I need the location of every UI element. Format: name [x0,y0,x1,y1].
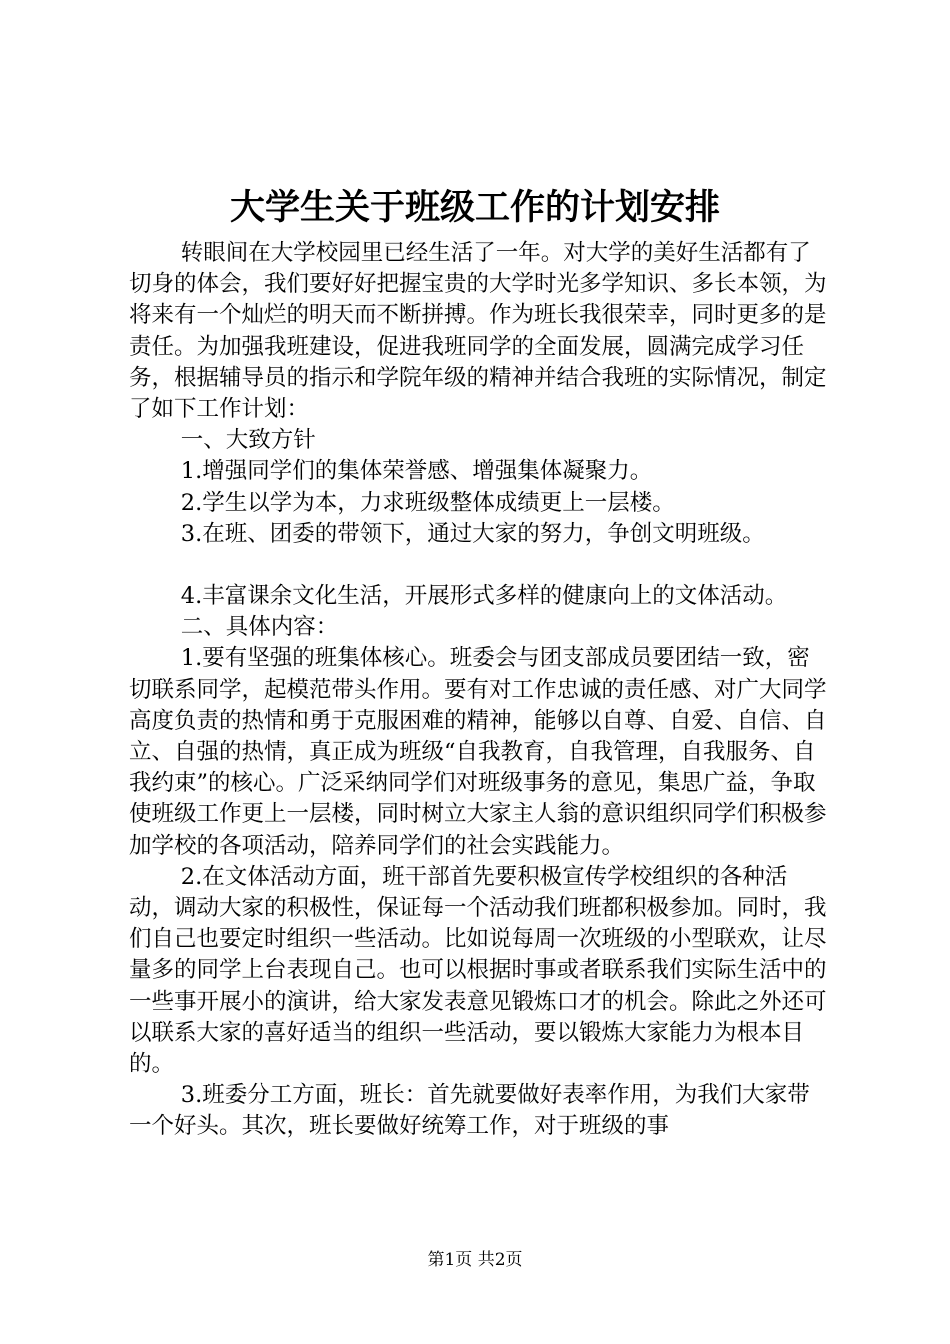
section-heading-1: 一、大致方针 [180,427,316,454]
page-footer: 第1页 共2页 [427,1250,523,1270]
intro-paragraph: 转眼间在大学校园里已经生活了一年。对大学的美好生活都有了切身的体会，我们要好好把握宝贵的大学时光多学知识、多长本领，为将来有一个灿烂的明天而不断拼搏。作为班长我很荣幸，同时更多的是责任。为加强我班建设，促进我班同学的全面发展，圆满完成学习任务，根据辅导员的指示和学院年级的精神并结合我班的实际情况，制定了如下工作计划： [129,240,827,423]
list-item: 1.增强同学们的集体荣誉感、增强集体凝聚力。 [180,458,653,485]
section-heading-2: 二、具体内容： [180,614,339,641]
list-item: 3.在班、团委的带领下，通过大家的努力，争创文明班级。 [180,520,765,547]
list-item: 4.丰富课余文化生活，开展形式多样的健康向上的文体活动。 [180,583,788,610]
document-body [129,238,829,1143]
content-paragraph: 3.班委分工方面，班长：首先就要做好表率作用，为我们大家带一个好头。其次，班长要做好统筹工作，对于班级的事 [129,1082,810,1140]
content-paragraph: 2.在文体活动方面，班干部首先要积极宣传学校组织的各种活动，调动大家的积极性，保证每一个活动我们班都积极参加。同时，我们自己也要定时组织一些活动。比如说每周一次班级的小型联欢，让尽量多的同学上台表现自己。也可以根据时事或者联系我们实际生活中的一些事开展小的演讲，给大家发表意见锻炼口才的机会。除此之外还可以联系大家的喜好适当的组织一些活动，要以锻炼大家能力为根本目的。 [129,863,827,1078]
list-item: 2.学生以学为本，力求班级整体成绩更上一层楼。 [180,489,675,516]
paragraph-gap [129,550,829,581]
content-paragraph: 1.要有坚强的班集体核心。班委会与团支部成员要团结一致，密切联系同学，起模范带头作用。要有对工作忠诚的责任感、对广大同学高度负责的热情和勇于克服困难的精神，能够以自尊、自爱、自信、自立、自强的热情，真正成为班级“自我教育，自我管理，自我服务、自我约束”的核心。广泛采纳同学们对班级事务的意见，集思广益，争取使班级工作更上一层楼，同时树立大家主人翁的意识组织同学们积极参加学校的各项活动，陪养同学们的社会实践能力。 [129,645,827,859]
document-title: 大学生关于班级工作的计划安排 [229,187,720,228]
